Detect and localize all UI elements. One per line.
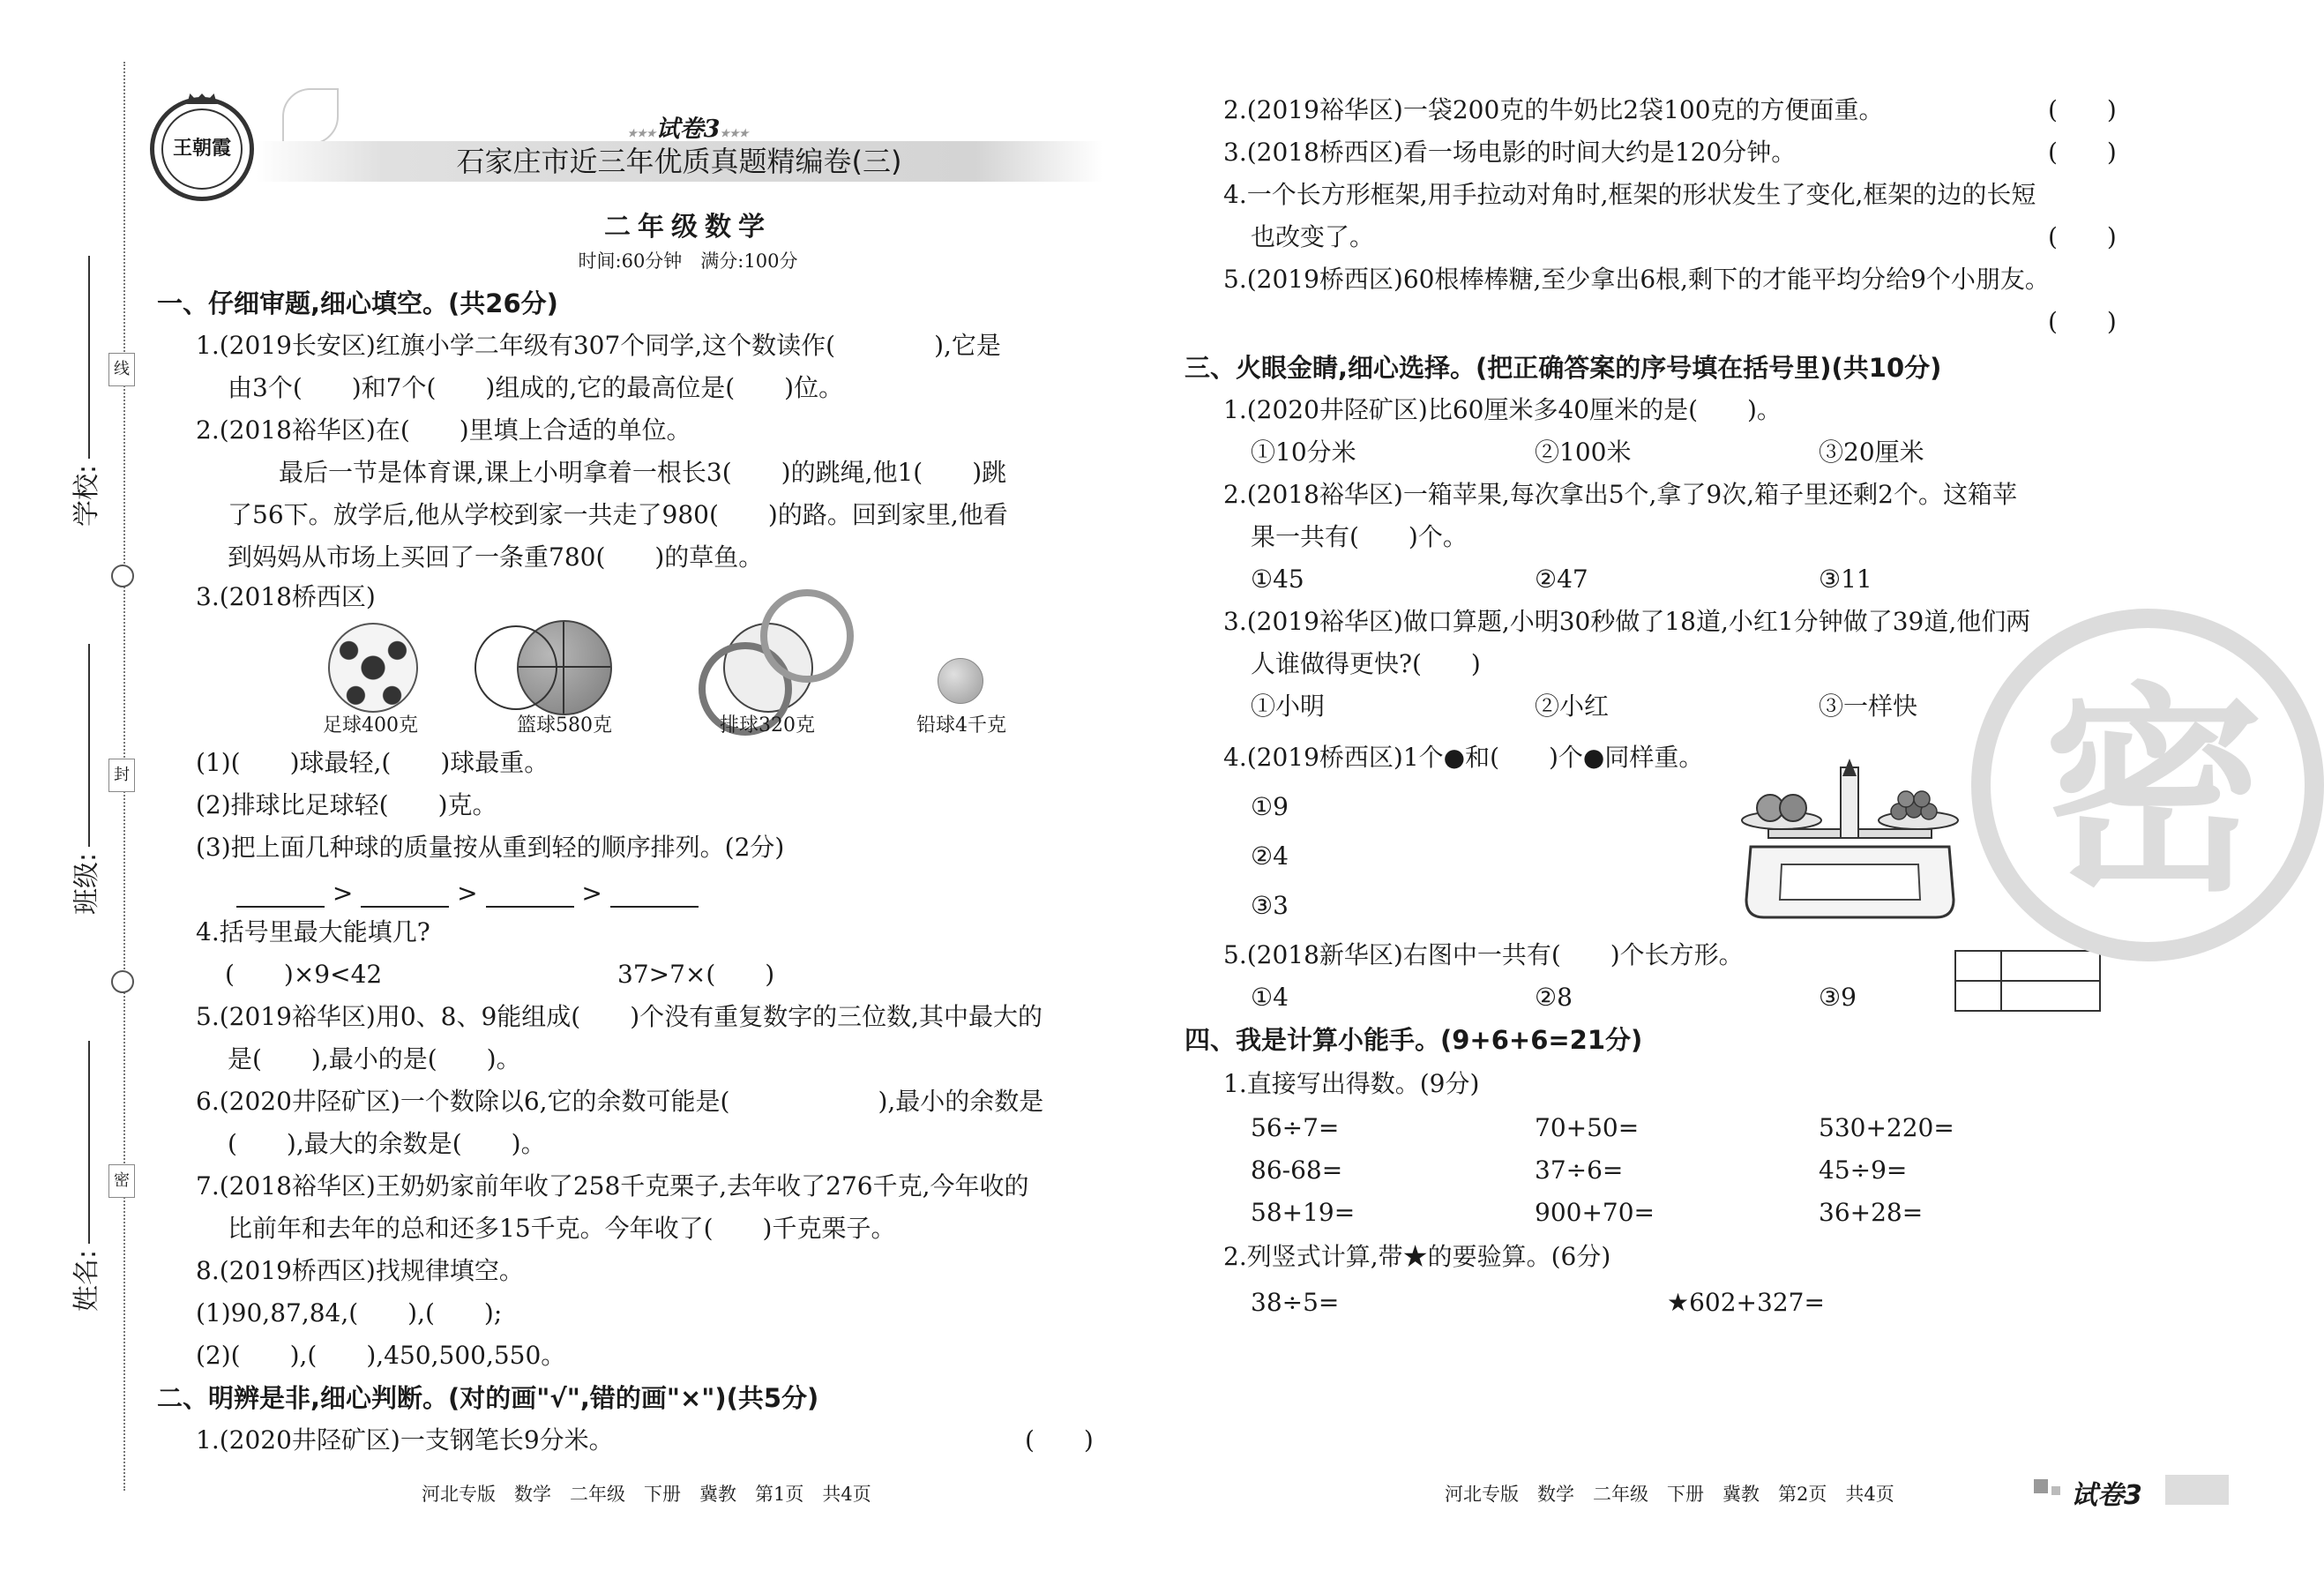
footer-right: 河北专版 数学 二年级 下册 冀教 第2页 共4页 — [1445, 1484, 1894, 1505]
calc-r1-c2: 70+50= — [1535, 1113, 1640, 1142]
volleyball-panel-2 — [760, 589, 854, 683]
section-1-title: 一、仔细审题,细心填空。(共26分) — [157, 288, 558, 318]
s1-q6-line1: 6.(2020井陉矿区)一个数除以6,它的余数可能是( ),最小的余数是 — [196, 1087, 1044, 1116]
vertical-calc-a: 38÷5= — [1251, 1288, 1340, 1317]
s1-q4-a: ( )×9<42 — [225, 960, 383, 989]
calc-r2-c2: 37÷6= — [1535, 1155, 1624, 1185]
soccer-ball-image — [328, 623, 418, 713]
footer-left: 河北专版 数学 二年级 下册 冀教 第1页 共4页 — [422, 1484, 871, 1505]
answer-blank[interactable] — [236, 886, 325, 908]
s1-q5-line2: 是( ),最小的是( )。 — [228, 1044, 521, 1073]
s3-q4: 4.(2019桥西区)1个●和( )个●同样重。 — [1223, 743, 1704, 772]
s3-q1: 1.(2020井陉矿区)比60厘米多40厘米的是( )。 — [1223, 395, 1782, 424]
shot-put-image — [938, 658, 983, 704]
s3-q2-line2: 果一共有( )个。 — [1251, 522, 1468, 551]
s3-q5-option-b: ②8 — [1535, 983, 1573, 1012]
s4-q2: 2.列竖式计算,带★的要验算。(6分) — [1223, 1242, 1611, 1271]
seal-mark-1: 线 — [108, 353, 135, 386]
s1-q4-b: 37>7×( ) — [617, 960, 775, 989]
s2-q2-answer[interactable]: ( ) — [2048, 95, 2117, 124]
basketball-image — [517, 620, 612, 715]
s1-q8: 8.(2019桥西区)找规律填空。 — [196, 1256, 524, 1285]
scale-post — [1841, 767, 1858, 838]
crown-icon — [187, 93, 217, 104]
footer-tag-bar — [2165, 1475, 2229, 1505]
s3-q5-option-a: ①4 — [1251, 983, 1289, 1012]
s2-q3: 3.(2018桥西区)看一场电影的时间大约是120分钟。 — [1223, 138, 1797, 167]
s3-q5-option-c: ③9 — [1819, 983, 1857, 1012]
basketball-seam-c — [475, 625, 557, 710]
volleyball-label: 排球320克 — [720, 714, 815, 737]
main-title: 石家庄市近三年优质真题精编卷(三) — [456, 145, 902, 178]
name-label: 姓名: — [71, 1249, 103, 1313]
s3-q5: 5.(2018新华区)右图中一共有( )个长方形。 — [1223, 940, 1744, 969]
s3-q2-option-a: ①45 — [1251, 565, 1304, 594]
star-icon: ★★★ — [627, 127, 656, 139]
answer-blank[interactable] — [361, 886, 449, 908]
s1-q1-line1: 1.(2019长安区)红旗小学二年级有307个同学,这个数读作( ),它是 — [196, 331, 1001, 360]
s1-q4: 4.括号里最大能填几? — [196, 917, 430, 946]
calc-r3-c1: 58+19= — [1251, 1198, 1356, 1227]
calc-r2-c3: 45÷9= — [1819, 1155, 1908, 1185]
s1-q7-line2: 比前年和去年的总和还多15千克。今年收了( )千克栗子。 — [228, 1214, 896, 1243]
s2-q3-answer[interactable]: ( ) — [2048, 138, 2117, 167]
basketball-seam-v — [563, 622, 564, 714]
soccer-ball-label: 足球400克 — [323, 714, 418, 737]
s1-q8-2: (2)( ),( ),450,500,550。 — [196, 1341, 566, 1370]
footer-tag: 试卷3 — [2071, 1480, 2142, 1511]
watermark-text: 密 — [2044, 662, 2264, 921]
volleyball-image — [723, 623, 813, 713]
s1-q2-line1: 2.(2018裕华区)在( )里填上合适的单位。 — [196, 415, 691, 445]
school-line — [88, 256, 90, 459]
s2-q2: 2.(2019裕华区)一袋200克的牛奶比2袋100克的方便面重。 — [1223, 95, 1884, 124]
s2-q4-answer[interactable]: ( ) — [2048, 222, 2117, 251]
logo-text: 王朝霞 — [172, 137, 231, 160]
s4-q1: 1.直接写出得数。(9分) — [1223, 1069, 1480, 1098]
s3-q2-option-b: ②47 — [1535, 565, 1588, 594]
s3-q3-option-c: ③一样快 — [1819, 692, 1918, 721]
s1-q1-line2: 由3个( )和7个( )组成的,它的最高位是( )位。 — [228, 373, 844, 402]
s2-q4-line2: 也改变了。 — [1251, 222, 1375, 251]
s1-q2-line3: 了56下。放学后,他从学校到家一共走了980( )的路。回到家里,他看 — [228, 500, 1008, 529]
left-pan-fruit — [1780, 795, 1806, 821]
ribbon-decoration — [282, 88, 339, 145]
s3-q3-line1: 3.(2019裕华区)做口算题,小明30秒做了18道,小红1分钟做了39道,他们两 — [1223, 607, 2031, 636]
s1-q2-line4: 到妈妈从市场上买回了一条重780( )的草鱼。 — [228, 542, 764, 572]
s3-q3-line2: 人谁做得更快?( ) — [1251, 649, 1481, 678]
s1-q6-line2: ( ),最大的余数是( )。 — [228, 1129, 546, 1158]
s1-q3: 3.(2018桥西区) — [196, 582, 376, 611]
s3-q4-option-c: ③3 — [1251, 891, 1289, 920]
s1-q3-1: (1)( )球最轻,( )球最重。 — [196, 748, 549, 777]
calc-r1-c1: 56÷7= — [1251, 1113, 1340, 1142]
s1-q3-2: (2)排球比足球轻( )克。 — [196, 790, 497, 819]
subject-title: 二年级数学 — [604, 212, 772, 243]
s3-q2-option-c: ③11 — [1819, 565, 1872, 594]
name-line — [88, 1041, 90, 1244]
s3-q1-option-b: ②100米 — [1535, 438, 1632, 467]
time-info: 时间:60分钟 满分:100分 — [578, 251, 798, 272]
right-pan-fruit — [1914, 791, 1930, 807]
order-blanks: > > > — [236, 879, 699, 908]
section-2-title: 二、明辨是非,细心判断。(对的画"√",错的画"×")(共5分) — [157, 1383, 819, 1413]
s3-q1-option-a: ①10分米 — [1251, 438, 1356, 467]
s3-q4-option-b: ②4 — [1251, 841, 1289, 871]
scale-base-inner — [1780, 864, 1920, 900]
shot-put-label: 铅球4千克 — [916, 714, 1006, 737]
answer-blank[interactable] — [610, 886, 699, 908]
class-label: 班级: — [71, 852, 103, 916]
seal-mark-3: 密 — [108, 1164, 135, 1198]
vertical-calc-b: ★602+327= — [1667, 1288, 1825, 1317]
calc-r2-c1: 86-68= — [1251, 1155, 1343, 1185]
binding-hole-1 — [111, 565, 134, 587]
calc-r1-c3: 530+220= — [1819, 1113, 1954, 1142]
star-icon: ★★★ — [720, 127, 749, 139]
s3-q2-line1: 2.(2018裕华区)一箱苹果,每次拿出5个,拿了9次,箱子里还剩2个。这箱苹 — [1223, 480, 2017, 509]
s1-q7-line1: 7.(2018裕华区)王奶奶家前年收了258千克栗子,去年收了276千克,今年收的 — [196, 1171, 1029, 1200]
footer-squares-icon — [2034, 1479, 2048, 1493]
basketball-label: 篮球580克 — [517, 714, 612, 737]
balance-scale-image — [1733, 741, 1967, 926]
class-line — [88, 644, 90, 847]
binding-hole-2 — [111, 970, 134, 993]
school-label: 学校: — [71, 464, 103, 527]
s3-q3-option-b: ②小红 — [1535, 692, 1610, 721]
s1-q3-3: (3)把上面几种球的质量按从重到轻的顺序排列。(2分) — [196, 833, 785, 862]
calc-r3-c2: 900+70= — [1535, 1198, 1655, 1227]
s2-q5-answer[interactable]: ( ) — [2048, 307, 2117, 336]
right-pan-fruit — [1898, 791, 1914, 807]
s2-q4-line1: 4.一个长方形框架,用手拉动对角时,框架的形状发生了变化,框架的边的长短 — [1223, 180, 2036, 209]
s1-q5-line1: 5.(2019裕华区)用0、8、9能组成( )个没有重复数字的三位数,其中最大的 — [196, 1002, 1043, 1031]
calc-r3-c3: 36+28= — [1819, 1198, 1924, 1227]
s1-q8-1: (1)90,87,84,( ),( ); — [196, 1298, 503, 1327]
s1-q2-line2: 最后一节是体育课,课上小明拿着一根长3( )的跳绳,他1( )跳 — [279, 458, 1007, 487]
footer-squares-icon — [2051, 1486, 2060, 1495]
logo — [150, 97, 254, 201]
s3-q4-option-a: ①9 — [1251, 792, 1289, 821]
s3-q3-option-a: ①小明 — [1251, 692, 1326, 721]
rectangle-figure — [1954, 949, 2104, 1014]
section-3-title: 三、火眼金睛,细心选择。(把正确答案的序号填在括号里)(共10分) — [1184, 353, 1942, 383]
watermark-seal — [1971, 609, 2324, 961]
seal-mark-2: 封 — [108, 759, 135, 792]
exam-tag: ★★★试卷3★★★ — [627, 116, 749, 143]
answer-blank[interactable] — [486, 886, 574, 908]
s2-q5: 5.(2019桥西区)60根棒棒糖,至少拿出6根,剩下的才能平均分给9个小朋友。 — [1223, 265, 2050, 294]
s2-q1: 1.(2020井陉矿区)一支钢笔长9分米。 — [196, 1425, 614, 1455]
s2-q1-answer[interactable]: ( ) — [1025, 1425, 1094, 1455]
section-4-title: 四、我是计算小能手。(9+6+6=21分) — [1184, 1025, 1643, 1055]
s3-q1-option-c: ③20厘米 — [1819, 438, 1924, 467]
